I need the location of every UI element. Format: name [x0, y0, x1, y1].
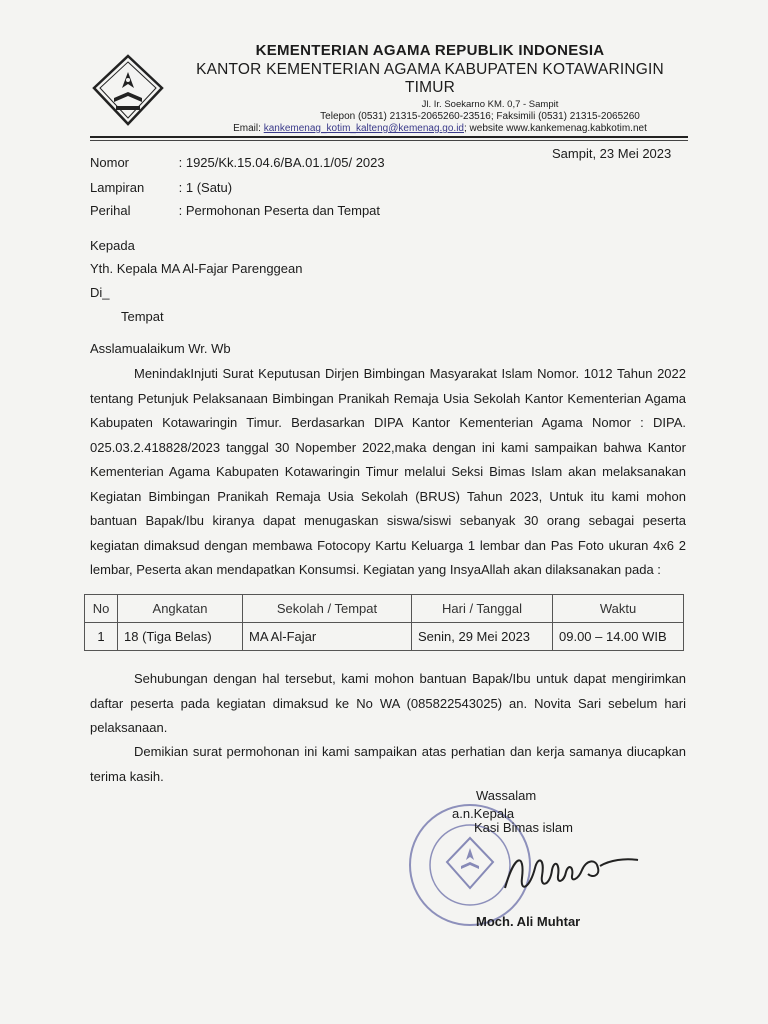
header-tanggal: Hari / Tanggal: [412, 595, 553, 623]
paragraph-1: [90, 362, 686, 583]
kemenag-logo-icon: [92, 54, 164, 126]
table-header-row: [85, 595, 684, 623]
cell-no: 1: [85, 623, 118, 651]
letterhead-rule-thick: [90, 136, 688, 138]
office-name: KANTOR KEMENTERIAN AGAMA KABUPATEN KOTAWARINGIN TIMUR: [196, 61, 664, 96]
table-row: [85, 623, 684, 651]
letter-date: Sampit, 23 Mei 2023: [552, 146, 672, 161]
signature-scribble-icon: [500, 848, 640, 898]
letterhead-rule-thin: [90, 140, 688, 141]
greeting: Asslamualaikum Wr. Wb: [90, 341, 231, 356]
lampiran-value: : 1 (Satu): [178, 180, 233, 195]
office-contact: [170, 123, 690, 134]
di-label: Di_: [90, 285, 110, 300]
cell-waktu: 09.00 – 14.00 WIB: [553, 623, 684, 651]
perihal-value: : Permohonan Peserta dan Tempat: [178, 203, 381, 218]
cell-angkatan: 18 (Tiga Belas): [118, 623, 243, 651]
an-kepala: a.n.Kepala: [452, 806, 515, 821]
website-text: ; website www.kankemenag.kabkotim.net: [463, 123, 647, 134]
paragraph-2-text: Sehubungan dengan hal tersebut, kami mohon bantuan Bapak/Ibu untuk dapat mengirimkan daftar peserta pada kegiatan dimaksud ke No WA (085822543025) an. Novita Sari sebelum hari pelaksanaan.: [90, 671, 686, 735]
header-angkatan: Angkatan: [118, 595, 243, 623]
ministry-name: KEMENTERIAN AGAMA REPUBLIK INDONESIA: [255, 42, 605, 59]
schedule-table: [84, 594, 684, 651]
nomor-value: : 1925/Kk.15.04.6/BA.01.1/05/ 2023: [178, 155, 385, 170]
perihal-row: [90, 203, 380, 218]
paragraph-2: [90, 667, 686, 741]
closing-wassalam: Wassalam: [476, 788, 537, 803]
kepada: Kepada: [90, 238, 135, 253]
nomor-row: [90, 155, 385, 170]
email-link[interactable]: kankemenag_kotim_kalteng@kemenag.go.id: [263, 123, 464, 134]
nomor-label: Nomor: [90, 155, 130, 170]
header-waktu: Waktu: [553, 595, 684, 623]
paragraph-1-text: MenindakInjuti Surat Keputusan Dirjen Bimbingan Masyarakat Islam Nomor. 1012 Tahun 2022 tentang Petunjuk Pelaksanaan Bimbingan Pranikah Remaja Usia Sekolah Kantor Kementerian Agama Kabupaten Kotawaringin Timur. Berdasarkan DIPA Kantor Kementerian Agama Nomor : DIPA. 025.03.2.418828/2023 tanggal 30 Nopember 2022,maka dengan ini kami sampaikan bahwa Kantor Kementerian Agama Kabupaten Kotawaringin Timur melalui Seksi Bimas Islam akan melaksanakan Kegiatan Bimbingan Pranikah Remaja Usia Sekolah (BRUS) Tahun 2023, Untuk itu kami mohon bantuan Bapak/Ibu kiranya dapat menugaskan siswa/siswi sebanyak 30 orang sebagai peserta kegiatan dimaksud dengan membawa Fotocopy Kartu Keluarga 1 lembar dan Pas Foto ukuran 4x6 2 lembar, Peserta akan mendapatkan Konsumsi. Kegiatan yang InsyaAllah akan dilaksanakan pada :: [90, 366, 686, 577]
cell-sekolah: MA Al-Fajar: [243, 623, 412, 651]
header-no: No: [85, 595, 118, 623]
email-label: Email:: [233, 123, 261, 134]
recipient: Yth. Kepala MA Al-Fajar Parenggean: [90, 261, 303, 276]
perihal-label: Perihal: [90, 203, 131, 218]
office-phone: Telepon (0531) 21315-2065260-23516; Faksimili (0531) 21315-2065260: [320, 111, 640, 122]
office-address: Jl. Ir. Soekarno KM. 0,7 - Sampit: [421, 99, 559, 110]
signer-position: Kasi Bimas islam: [474, 820, 573, 835]
letterhead: [170, 42, 690, 134]
lampiran-row: [90, 180, 232, 195]
tempat-label: Tempat: [121, 309, 164, 324]
paragraph-3-text: Demikian surat permohonan ini kami sampaikan atas perhatian dan kerja samanya diucapkan terima kasih.: [90, 744, 686, 784]
cell-tanggal: Senin, 29 Mei 2023: [412, 623, 553, 651]
header-sekolah: Sekolah / Tempat: [243, 595, 412, 623]
lampiran-label: Lampiran: [90, 180, 145, 195]
signer-name: Moch. Ali Muhtar: [476, 914, 581, 929]
paragraph-3: [90, 740, 686, 789]
